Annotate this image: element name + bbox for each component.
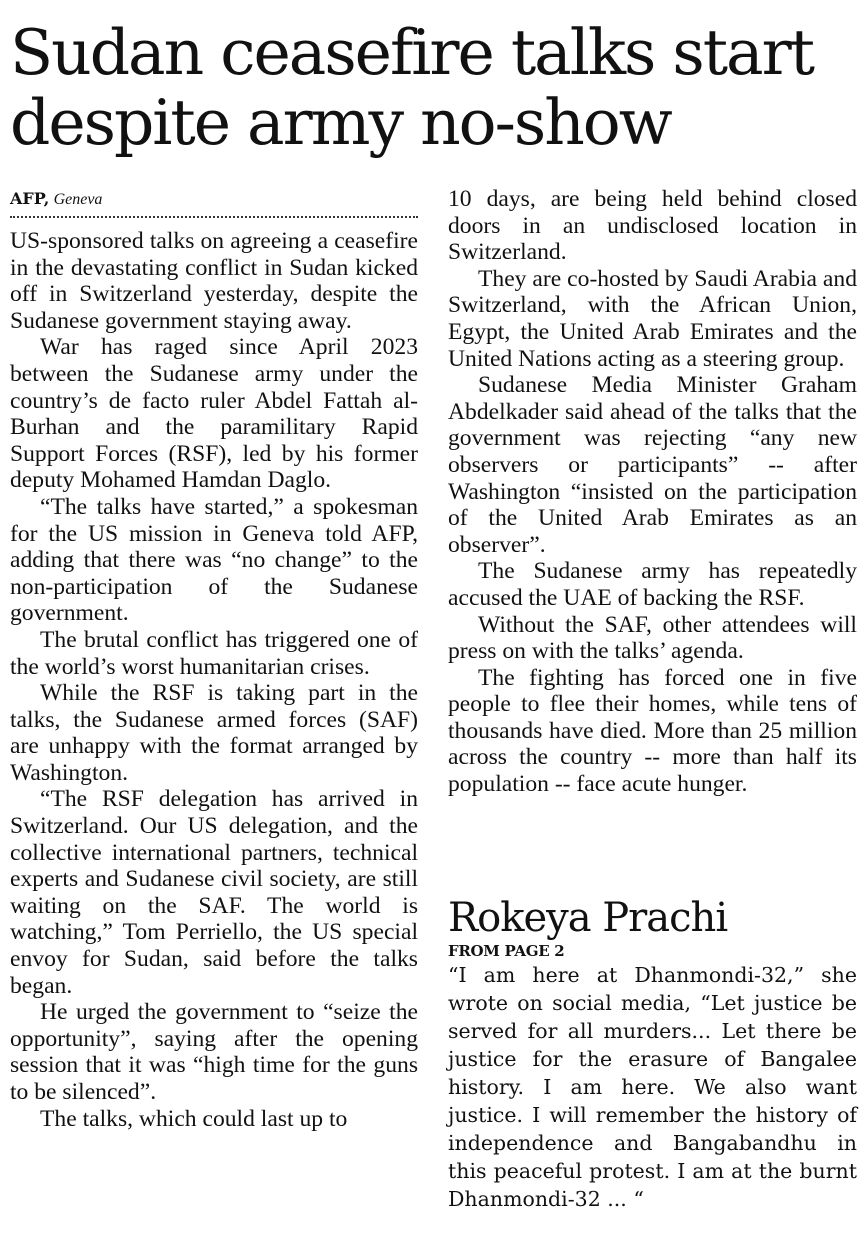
article-paragraph: He urged the government to “seize the opportunity”, saying after the opening session that it was “high time for the guns to be silenced”. — [10, 999, 418, 1105]
continued-story-body: “I am here at Dhanmondi-32,” she wrote on social media, “Let justice be served for all murders... Let there be justice for the erasure of Bangalee history. I am here. We also want justice. I will remember the history of independence and Bangabandhu in this peaceful protest. I am at the burnt Dhanmondi-32 ... “ — [448, 963, 857, 1211]
jump-line: FROM PAGE 2 — [448, 942, 565, 960]
continued-story — [448, 894, 857, 1213]
byline-place: Geneva — [53, 191, 103, 208]
article-paragraph: US-sponsored talks on agreeing a ceasefire in the devastating conflict in Sudan kicked off in Switzerland yesterday, despite the Sudanese government staying away. — [10, 228, 418, 334]
article-paragraph: They are co-hosted by Saudi Arabia and Switzerland, with the African Union, Egypt, the United Arab Emirates and the United Nations acting as a steering group. — [448, 265, 857, 372]
article-paragraph: Without the SAF, other attendees will press on with the talks’ agenda. — [448, 611, 857, 665]
article-paragraph: Sudanese Media Minister Graham Abdelkader said ahead of the talks that the government was rejecting “any new observers or participants” -- after Washington “insisted on the participation of the United Arab Emirates as an observer”. — [448, 372, 857, 558]
article-paragraph: 10 days, are being held behind closed doors in an undisclosed location in Switzerland. — [448, 186, 857, 266]
continued-story-title: Rokeya Prachi — [448, 895, 728, 941]
article-column-right — [448, 186, 857, 798]
article-paragraph: The talks, which could last up to — [40, 1105, 348, 1132]
article-paragraph: “The talks have started,” a spokesman for the US mission in Geneva told AFP, adding that there was “no change” to the non-participation of the Sudanese government. — [10, 493, 418, 627]
byline — [10, 188, 418, 211]
article-paragraph: While the RSF is taking part in the talks, the Sudanese armed forces (SAF) are unhappy with the format arranged by Washington. — [10, 680, 418, 786]
article-column-left — [10, 188, 418, 1132]
headline: Sudan ceasefire talks start despite army no-show — [10, 16, 814, 159]
article-paragraph: “The RSF delegation has arrived in Switzerland. Our US delegation, and the collective international partners, technical experts and Sudanese civil society, are still waiting on the SAF. The world is watching,” Tom Perriello, the US special envoy for Sudan, said before the talks began. — [10, 786, 418, 999]
article-paragraph: The Sudanese army has repeatedly accused the UAE of backing the RSF. — [448, 558, 857, 611]
article-paragraph: The fighting has forced one in five people to flee their homes, while tens of thousands have died. More than 25 million across the country -- more than half its population -- face acute hunger. — [448, 664, 857, 798]
dotted-divider — [10, 216, 418, 218]
article-paragraph: War has raged since April 2023 between the Sudanese army under the country’s de facto ruler Abdel Fattah al-Burhan and the paramilitary Rapid Support Forces (RSF), led by his former deputy Mohamed Hamdan Daglo. — [10, 334, 418, 494]
byline-agency: AFP, — [10, 189, 50, 208]
article-paragraph: The brutal conflict has triggered one of the world’s worst humanitarian crises. — [10, 626, 418, 680]
